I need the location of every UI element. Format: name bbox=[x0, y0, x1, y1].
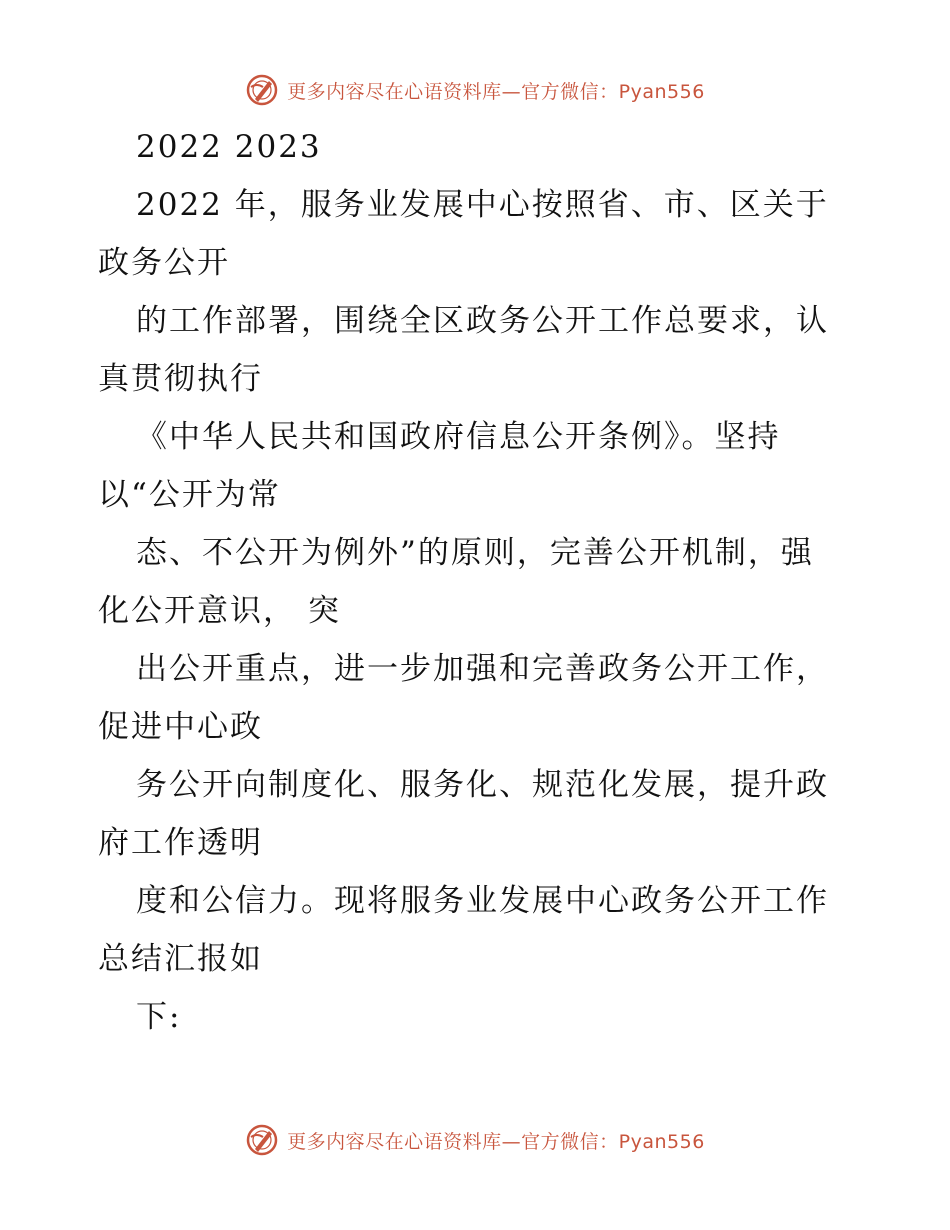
paragraph-line: 化公开意识， 突 bbox=[98, 593, 341, 629]
paragraph-line: 出公开重点，进一步加强和完善政务公开工作， bbox=[136, 651, 829, 687]
paragraph-line: 《中华人民共和国政府信息公开条例》。坚持 bbox=[136, 419, 781, 455]
watermark-text: 更多内容尽在心语资料库—官方微信：Pyan556 bbox=[287, 1130, 705, 1153]
footer-watermark-banner bbox=[0, 1120, 950, 1160]
header-watermark-banner bbox=[0, 70, 950, 110]
paragraph-line: 下: bbox=[136, 999, 182, 1035]
document-year-line: 2022 2023 bbox=[136, 129, 322, 165]
paragraph-line: 真贯彻执行 bbox=[98, 361, 263, 397]
stamp-pen-icon bbox=[245, 1123, 279, 1157]
paragraph-line: 度和公信力。现将服务业发展中心政务公开工作 bbox=[136, 883, 829, 919]
paragraph-line: 政务公开 bbox=[98, 245, 230, 281]
paragraph-line: 务公开向制度化、服务化、规范化发展，提升政 bbox=[136, 767, 829, 803]
paragraph-line: 态、不公开为例外”的原则，完善公开机制，强 bbox=[136, 535, 814, 571]
paragraph-line: 以“公开为常 bbox=[98, 477, 281, 513]
paragraph-line: 府工作透明 bbox=[98, 825, 263, 861]
paragraph-line: 促进中心政 bbox=[98, 709, 263, 745]
paragraph-line: 2022 年，服务业发展中心按照省、市、区关于 bbox=[136, 187, 829, 223]
stamp-pen-icon bbox=[245, 73, 279, 107]
document-body bbox=[98, 118, 858, 1046]
paragraph-line: 的工作部署，围绕全区政务公开工作总要求，认 bbox=[136, 303, 829, 339]
paragraph-line: 总结汇报如 bbox=[98, 941, 263, 977]
watermark-text: 更多内容尽在心语资料库—官方微信：Pyan556 bbox=[287, 80, 705, 103]
